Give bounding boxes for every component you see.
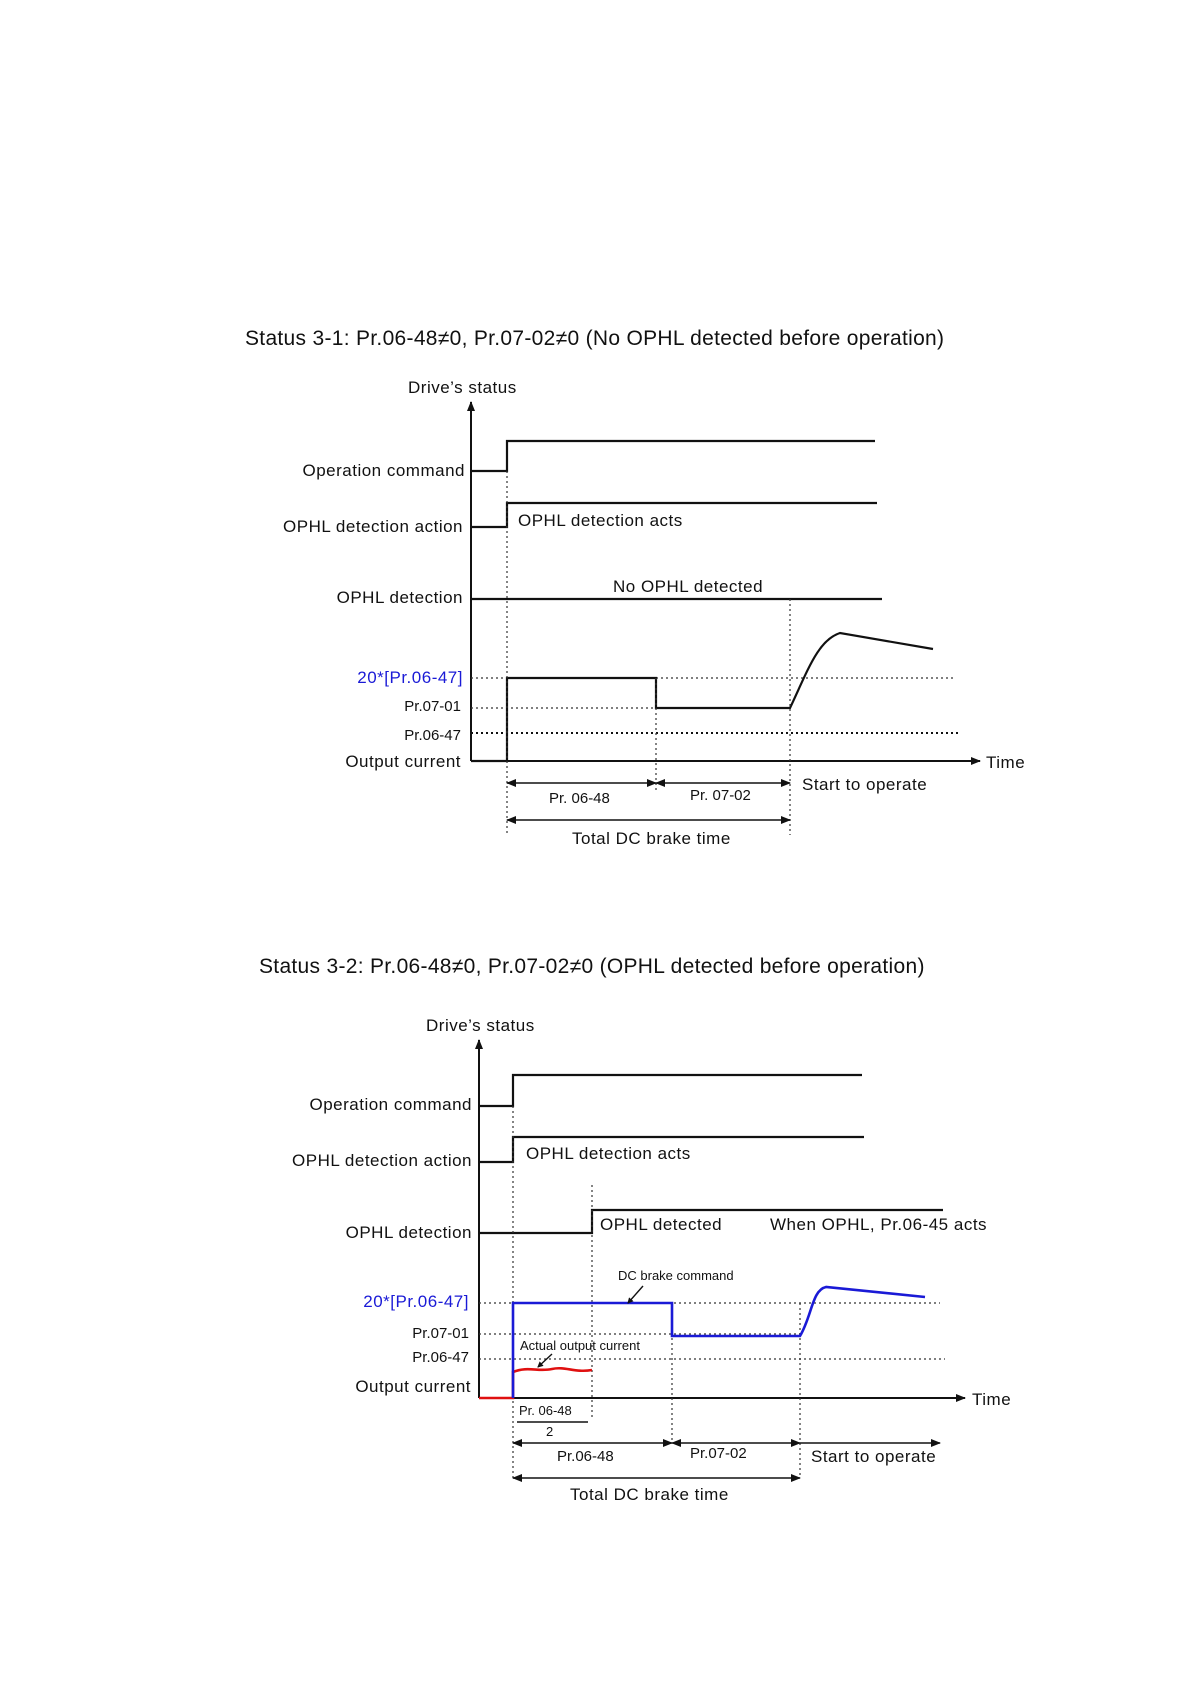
diagram2-level-20x: 20*[Pr.06-47] xyxy=(363,1292,469,1311)
diagram2-level-0701: Pr.07-01 xyxy=(412,1325,469,1342)
diagram1-level-0701: Pr.07-01 xyxy=(404,698,461,715)
diagram2-actual-output-current-pointer xyxy=(538,1354,552,1367)
diagram2-half-denominator: 2 xyxy=(546,1424,554,1439)
diagram2-title: Status 3-2: Pr.06-48≠0, Pr.07-02≠0 (OPHL detected before operation) xyxy=(259,955,925,978)
diagram2-x-axis-label: Time xyxy=(972,1390,1012,1409)
diagram2-start-label: Start to operate xyxy=(811,1447,937,1466)
diagram-status-3-1 xyxy=(245,327,1025,848)
diagram2-pr0702-label: Pr.07-02 xyxy=(690,1445,747,1462)
diagram1-pr0702-label: Pr. 07-02 xyxy=(690,787,751,804)
diagram2-row-output-current: Output current xyxy=(355,1377,471,1396)
diagram1-row-output-current: Output current xyxy=(345,752,461,771)
diagram2-pr0648-label: Pr.06-48 xyxy=(557,1448,614,1465)
diagram2-when-ophl-label: When OPHL, Pr.06-45 acts xyxy=(770,1215,988,1234)
diagram1-operation-command-signal xyxy=(471,441,875,471)
diagram2-total-label: Total DC brake time xyxy=(570,1485,729,1504)
diagram2-actual-output-current-signal xyxy=(479,1368,592,1398)
diagram2-ophl-detected-label: OPHL detected xyxy=(600,1215,723,1234)
diagram2-row-ophl-detection-action: OPHL detection action xyxy=(292,1151,472,1170)
diagram2-row-ophl-detection: OPHL detection xyxy=(345,1223,472,1242)
diagram1-title: Status 3-1: Pr.06-48≠0, Pr.07-02≠0 (No OPHL detected before operation) xyxy=(245,327,945,350)
diagram2-dc-brake-command-pointer xyxy=(628,1286,643,1303)
diagram2-row-operation-command: Operation command xyxy=(309,1095,472,1114)
diagram1-output-current-signal xyxy=(471,633,933,761)
diagram1-total-label: Total DC brake time xyxy=(572,829,731,848)
diagram2-actual-output-current-label: Actual output current xyxy=(520,1338,640,1353)
diagram1-no-ophl-label: No OPHL detected xyxy=(613,577,764,596)
diagram1-row-operation-command: Operation command xyxy=(302,461,465,480)
diagram2-y-axis-label: Drive’s status xyxy=(426,1016,535,1035)
diagram2-dc-brake-command-label: DC brake command xyxy=(618,1268,734,1283)
diagram2-level-0647: Pr.06-47 xyxy=(412,1349,469,1366)
diagram1-x-axis-label: Time xyxy=(986,753,1026,772)
diagram2-detection-acts-label: OPHL detection acts xyxy=(526,1144,691,1163)
diagram2-half-numerator: Pr. 06-48 xyxy=(519,1403,572,1418)
diagram1-row-ophl-detection: OPHL detection xyxy=(336,588,463,607)
diagram-status-3-2 xyxy=(259,955,1011,1504)
diagram1-level-20x: 20*[Pr.06-47] xyxy=(357,668,463,687)
diagram1-row-ophl-detection-action: OPHL detection action xyxy=(283,517,463,536)
diagram1-level-0647: Pr.06-47 xyxy=(404,727,461,744)
diagram1-detection-acts-label: OPHL detection acts xyxy=(518,511,683,530)
diagram1-y-axis-label: Drive’s status xyxy=(408,378,517,397)
diagram2-operation-command-signal xyxy=(479,1075,862,1106)
diagram1-pr0648-label: Pr. 06-48 xyxy=(549,790,610,807)
diagram1-start-label: Start to operate xyxy=(802,775,928,794)
